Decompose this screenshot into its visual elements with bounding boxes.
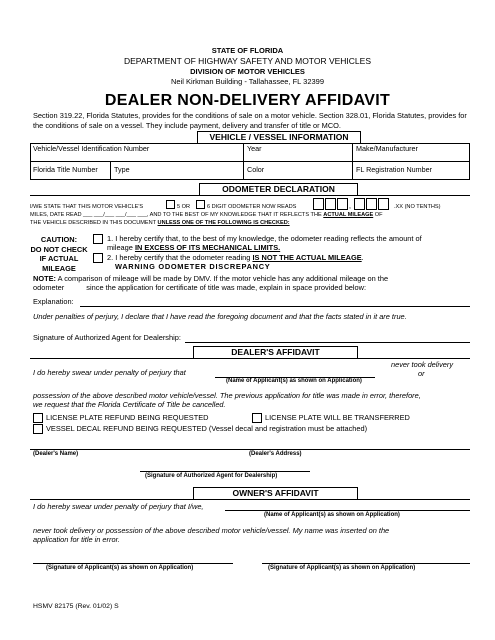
owner-body-continued: application for title in error.	[33, 535, 120, 544]
no-tenths-label: .XX (NO TENTHS)	[394, 204, 441, 210]
dealer-name-address-field[interactable]	[30, 449, 470, 450]
odometer-digit-2[interactable]	[325, 198, 336, 210]
form-number: HSMV 82175 (Rev. 01/02) S	[33, 603, 119, 610]
dealer-address-label: (Dealer's Address)	[249, 451, 302, 457]
plate-transfer-checkbox[interactable]	[252, 413, 262, 423]
dealer-swear-text: I do hereby swear under penalty of perjury that	[33, 368, 186, 377]
odometer-digit-1[interactable]	[313, 198, 324, 210]
explanation-label: Explanation:	[33, 297, 74, 306]
decal-refund-checkbox[interactable]	[33, 424, 43, 434]
odometer-date-line: MILES, DATE READ ___ ___/___ ___/___ ___, AND TO THE BEST OF MY KNOWLEDGE THAT IT REFLECTS THE ACTUAL MILEAGE OF	[30, 212, 383, 218]
division-heading: DIVISION OF MOTOR VEHICLES	[190, 67, 305, 76]
owner-body-text: never took delivery or possession of the above described motor vehicle/vessel. My name was inserted on the	[33, 526, 390, 535]
dealer-agent-signature-label: (Signature of Authorized Agent for Dealership)	[145, 473, 278, 479]
caution-notice: CAUTION: DO NOT CHECK IF ACTUAL MILEAGE	[30, 235, 88, 273]
dealer-agent-signature-field[interactable]	[140, 471, 310, 472]
department-heading: DEPARTMENT OF HIGHWAY SAFETY AND MOTOR VEHICLES	[123, 56, 371, 66]
plate-transfer-label: LICENSE PLATE WILL BE TRANSFERRED	[265, 413, 410, 422]
title-number-label: Florida Title Number	[33, 165, 98, 174]
address-line: Neil Kirkman Building - Tallahassee, FL 32399	[171, 77, 324, 86]
type-label: Type	[114, 165, 130, 174]
odometer-digit-3[interactable]	[337, 198, 348, 210]
five-digit-label: 5 OR	[177, 204, 191, 210]
agent-signature-field[interactable]	[185, 342, 470, 343]
odometer-warning: WARNING ODOMETER DISCREPANCY	[115, 262, 271, 271]
mileage-note: NOTE: A comparison of mileage will be made by DMV. If the motor vehicle has any additional mileage on the	[33, 274, 389, 283]
plate-refund-label: LICENSE PLATE REFUND BEING REQUESTED	[46, 413, 209, 422]
dealer-affidavit-heading: DEALER'S AFFIDAVIT	[193, 346, 358, 359]
page-title: DEALER NON-DELIVERY AFFIDAVIT	[104, 92, 391, 109]
dealer-applicant-name-label: (Name of Applicant(s) as shown on Application)	[226, 378, 362, 384]
owner-signature-field-2[interactable]	[262, 563, 470, 564]
odometer-digit-4[interactable]	[354, 198, 365, 210]
odometer-digit-6[interactable]	[378, 198, 389, 210]
option-2-text: 2. I hereby certify that the odometer reading IS NOT THE ACTUAL MILEAGE.	[107, 253, 364, 262]
owner-applicant-name-label: (Name of Applicant(s) as shown on Application)	[264, 512, 400, 518]
mileage-note-continued: odometer since the application for certificate of title was made, explain in space provided below:	[33, 283, 367, 292]
owner-signature-field-1[interactable]	[33, 563, 233, 564]
owner-applicant-name-field[interactable]	[225, 510, 470, 511]
year-label: Year	[247, 144, 262, 153]
plate-refund-checkbox[interactable]	[33, 413, 43, 423]
five-digit-checkbox[interactable]	[166, 200, 175, 209]
owner-affidavit-heading: OWNER'S AFFIDAVIT	[193, 487, 358, 500]
vehicle-info-heading: VEHICLE / VESSEL INFORMATION	[197, 131, 361, 144]
explanation-field[interactable]	[80, 306, 470, 307]
agent-signature-label: Signature of Authorized Agent for Dealership:	[33, 333, 181, 342]
not-actual-mileage-checkbox[interactable]	[93, 253, 103, 263]
vin-label: Vehicle/Vessel Identification Number	[33, 144, 150, 153]
owner-signature-label-2: (Signature of Applicant(s) as shown on Application)	[268, 565, 416, 571]
statute-text: Section 319.22, Florida Statutes, provides for the conditions of sale on a motor vehicle. Section 328.01, Florida Statutes, provides for the conditions of sale on a vessel. They include payment, delivery and transfer of title or MCO.	[33, 111, 467, 130]
cancel-request-text: we request that the Florida Certificate of Title be cancelled.	[33, 400, 226, 409]
owner-swear-text: I do hereby swear under penalty of perjury that I/we,	[33, 502, 204, 511]
dealer-name-label: (Dealer's Name)	[33, 451, 79, 457]
odometer-digit-5[interactable]	[366, 198, 377, 210]
registration-label: FL Registration Number	[356, 165, 433, 174]
or-text: or	[418, 369, 425, 378]
perjury-declaration: Under penalties of perjury, I declare that I have read the foregoing document and that the facts stated in it are true.	[33, 312, 407, 321]
possession-text: possession of the above described motor vehicle/vessel. The previous application for title was made in error, therefore,	[33, 391, 421, 400]
odometer-heading: ODOMETER DECLARATION	[199, 183, 358, 196]
state-heading: STATE OF FLORIDA	[211, 46, 284, 55]
option-1-text: 1. I hereby certify that, to the best of my knowledge, the odometer reading reflects the amount of	[107, 234, 422, 243]
odometer-statement-start: I/WE STATE THAT THIS MOTOR VEHICLE'S	[30, 204, 144, 210]
make-label: Make/Manufacturer	[356, 144, 418, 153]
odometer-unless-line: THE VEHICLE DESCRIBED IN THIS DOCUMENT UNLESS ONE OF THE FOLLOWING IS CHECKED:	[30, 220, 290, 226]
option-1-continued: mileage IN EXCESS OF ITS MECHANICAL LIMITS.	[107, 243, 281, 252]
color-label: Color	[247, 165, 265, 174]
six-digit-checkbox[interactable]	[196, 200, 205, 209]
owner-signature-label-1: (Signature of Applicant(s) as shown on Application)	[46, 565, 194, 571]
decal-refund-label: VESSEL DECAL REFUND BEING REQUESTED (Vessel decal and registration must be attached)	[46, 424, 368, 433]
never-took-delivery-text: never took delivery	[391, 360, 454, 369]
excess-mechanical-limits-checkbox[interactable]	[93, 234, 103, 244]
six-digit-label: 6 DIGIT ODOMETER NOW READS	[207, 204, 297, 210]
